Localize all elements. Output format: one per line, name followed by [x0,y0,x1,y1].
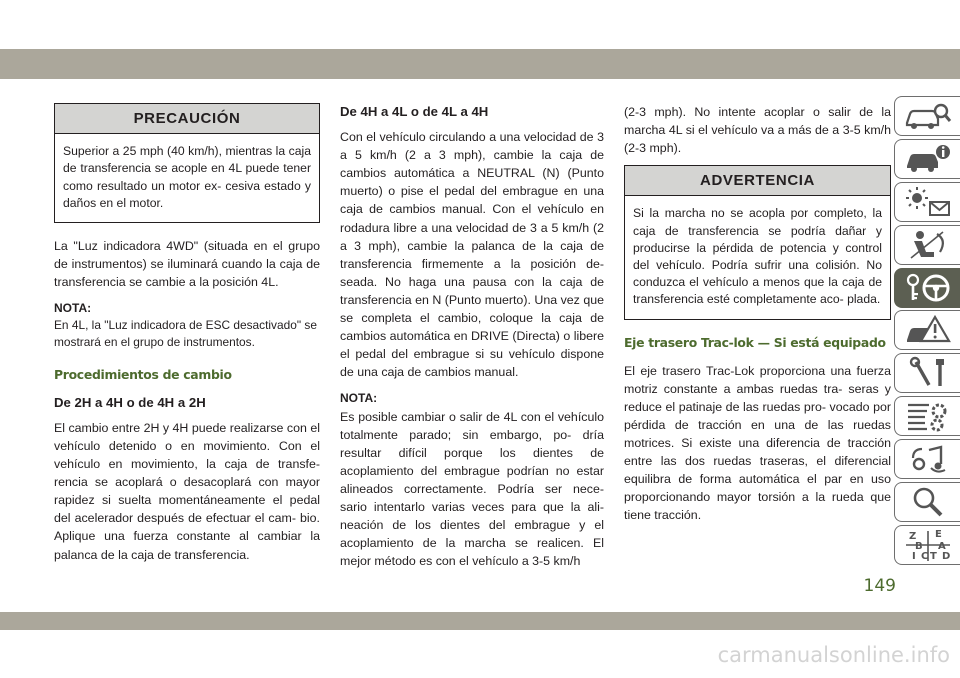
key-steering-wheel-icon [903,271,953,305]
specifications-gears-icon [903,399,953,433]
tab-specifications[interactable] [894,396,960,436]
tab-letter: T [929,550,937,562]
car-info-icon [903,142,953,176]
paragraph-trac-lok: El eje trasero Trac-Lok proporciona una fuerza motriz constante a ambas ruedas tra- seras y reduce el patinaje de las ruedas pro- vocado por pérdida de tracción en una de las ruedas motrices. Si existe una diferencia de tracción entre las dos ruedas traseras, el diferencial equilibra de forma automática el par en uso proporcionando mayor torsión a la rueda que tiene tracción. [624,363,891,523]
tab-letter: I [911,550,916,562]
subheading-2h-4h: De 2H a 4H o de 4H a 2H [54,394,206,410]
tab-car-info[interactable] [894,139,960,179]
multimedia-icon [903,442,953,476]
note-label: NOTA: [340,391,378,406]
note-text: En 4L, la "Luz indicadora de ESC desactivado" se mostrará en el grupo de instrumentos. [54,318,317,350]
tab-letter: Z [908,530,916,542]
tab-index-search[interactable] [894,482,960,522]
paragraph-4wd-light: La "Luz indicadora 4WD" (situada en el grupo de instrumentos) se iluminará cuando la caja de transferencia se cambie a la posición 4L. [54,238,320,290]
car-search-icon [903,99,953,133]
warning-box [624,165,891,319]
tab-warning-lights[interactable] [894,182,960,222]
caution-box [54,103,320,223]
column-2 [340,103,604,570]
warning-text: Si la marcha no se acopla por completo, la caja de transferencia se podría dañar y producirse la pérdida de potencia y control del vehículo. Podría sufrir una colisión. No conduzca el vehículo a menos que la caja de transferencia esté completamente aco- plada. [633,206,882,307]
tab-seat-airbag[interactable] [894,225,960,265]
section-title-trac-lok: Eje trasero Trac-lok — Si está equipado [624,334,886,350]
paragraph-4h-4l: Con el vehículo circulando a una velocidad de 3 a 5 km/h (2 a 3 mph), cambie la caja de cambios automática a NEUTRAL (N) (Punto muerto) o pise el pedal del embrague en una caja de cambios manual. Con el vehículo en rodadura libre a una velocidad de 3 a 5 km/h (2 a 3 mph), cambie la palanca de la caja de transferencia firmemente a la posición de- seada. No haga una pausa con la caja de transferencia en N (Punto muerto). Una vez que se completa el cambio, coloque la caja de cambios automática en DRIVE (Directa) o libere el pedal del embrague si su vehículo dispone de una caja de cambios manual. [340,130,604,380]
tab-multimedia[interactable] [894,439,960,479]
section-title-shift-procedures: Procedimientos de cambio [54,366,232,382]
tab-car-search[interactable] [894,96,960,136]
seat-airbag-icon [903,228,953,262]
tab-starting-operating[interactable] [894,268,960,308]
header-band [0,49,960,79]
chapter-tabs [894,96,960,568]
language-index-icon [903,528,953,562]
watermark: carmanualsonline.info [717,643,950,667]
page-number: 149 [863,576,896,596]
caution-title: PRECAUCIÓN [55,104,319,134]
tab-letter: A [937,540,946,552]
paragraph-2h-4h: El cambio entre 2H y 4H puede realizarse con el vehículo detenido o en movimiento. Con el vehículo en movimiento, la caja de transfe- rencia se acoplará o desacoplará con mayor rapidez si suelta momentáneamente el pedal del acelerador después de efectuar el cam- bio. Aplique una fuerza constante al cambiar la palanca de la caja de transferencia. [54,420,320,562]
tab-letter: C [920,550,928,562]
search-index-icon [903,485,953,519]
car-emergency-icon [903,313,953,347]
tab-emergency[interactable] [894,310,960,350]
caution-text: Superior a 25 mph (40 km/h), mientras la caja de transferencia se acople en 4L puede tener como resultado un motor ex- cesiva estado y daños en el motor. [63,144,311,210]
tab-letter: E [934,528,942,540]
tab-letter: B [914,540,923,552]
subheading-4h-4l: De 4H a 4L o de 4L a 4H [340,104,489,119]
column-3 [624,103,891,525]
column-1 [54,103,320,564]
warning-title: ADVERTENCIA [625,166,890,196]
note-label: NOTA: [54,301,92,316]
footer-band [0,612,960,630]
tab-index-alphabet[interactable] [894,525,960,565]
note-text: Es posible cambiar o salir de 4L con el vehículo totalmente parado; sin embargo, po- dría resultar difícil porque los dientes de acoplamiento del embrague podrían no estar alineados correctamente. Podría ser nece- sario intentarlo varias veces para que la ali- neación de los dientes del embrague y el acoplamiento de la marcha se realicen. El mejor método es con el vehículo a 3-5 km/h [340,409,604,569]
tab-maintenance[interactable] [894,353,960,393]
paragraph-continued: (2-3 mph). No intente acoplar o salir de la marcha 4L si el vehículo va a más de a 3-5 km/h (2-3 mph). [624,105,891,156]
tools-icon [903,356,953,390]
tab-letter: D [941,550,950,562]
warning-lights-message-icon [903,185,953,219]
